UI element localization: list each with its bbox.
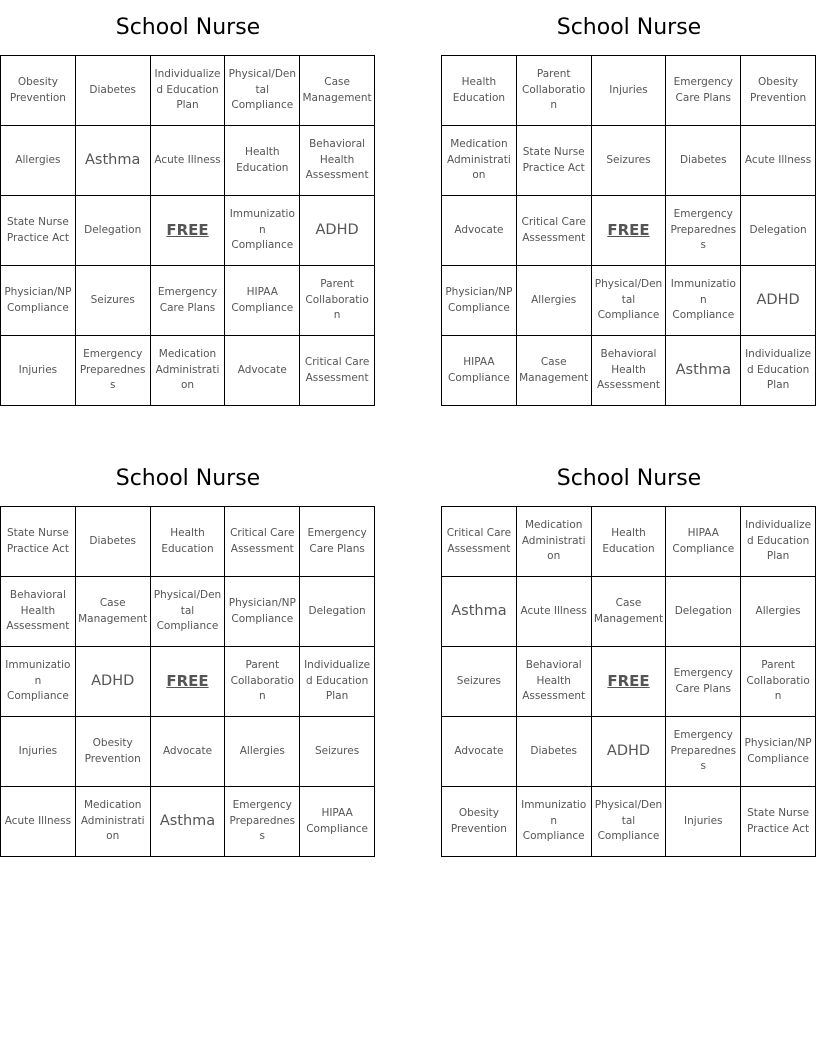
bingo-cell-label: Asthma (159, 812, 216, 829)
bingo-cell (741, 266, 816, 336)
bingo-cell (76, 577, 151, 647)
bingo-cell-label: Health Education (161, 527, 214, 555)
bingo-card-3 (0, 451, 376, 857)
bingo-cell-label: Advocate (162, 744, 213, 757)
bingo-cell-label: Medication Administration (80, 799, 145, 843)
bingo-cell-label: HIPAA Compliance (306, 807, 368, 835)
bingo-cell-label: Allergies (15, 153, 61, 166)
bingo-cell (517, 336, 592, 406)
bingo-cell (300, 196, 375, 266)
bingo-cell-label: Critical Care Assessment (521, 216, 586, 244)
bingo-cell-label: Advocate (237, 363, 287, 376)
bingo-cell (666, 336, 741, 406)
bingo-cell-label: FREE (607, 671, 650, 690)
free-space-cell (592, 196, 667, 266)
bingo-cell-label: Injuries (18, 363, 58, 376)
bingo-cell (442, 336, 517, 406)
free-space-cell (151, 196, 226, 266)
card-title: School Nurse (556, 15, 702, 40)
bingo-cell-label: Advocate (454, 223, 504, 236)
bingo-cell (517, 266, 592, 336)
bingo-cell (300, 507, 375, 577)
bingo-cell-label: Seizures (606, 153, 651, 166)
bingo-cell (666, 196, 741, 266)
bingo-grid (0, 55, 375, 406)
bingo-cell-label: Injuries (609, 83, 648, 96)
bingo-cell-label: Parent Collaboration (230, 659, 294, 703)
bingo-cell-label: Medication Administration (447, 138, 511, 182)
bingo-cell-label: Allergies (239, 744, 285, 757)
bingo-cell-label: Critical Care Assessment (304, 356, 370, 384)
bingo-cell-label: Seizures (314, 744, 360, 757)
bingo-cell (666, 507, 741, 577)
bingo-cell-label: Immunization Compliance (229, 208, 295, 252)
bingo-cell-label: State Nurse Practice Act (522, 146, 585, 174)
bingo-cell (151, 56, 226, 126)
bingo-cell-label: Emergency Care Plans (673, 76, 733, 104)
bingo-cell (225, 787, 300, 857)
bingo-cell (741, 507, 816, 577)
bingo-cell-label: Physical/Dental Compliance (153, 589, 222, 633)
bingo-grid (441, 55, 816, 406)
bingo-cell-label: Injuries (684, 814, 723, 827)
bingo-cell (592, 56, 667, 126)
bingo-grid (441, 506, 816, 857)
bingo-cell (666, 56, 741, 126)
bingo-cell (517, 717, 592, 787)
bingo-cell (517, 196, 592, 266)
bingo-cell-label: State Nurse Practice Act (747, 807, 810, 835)
bingo-cell (741, 196, 816, 266)
bingo-cell-label: Acute Illness (520, 604, 587, 617)
bingo-cell (1, 266, 76, 336)
bingo-cell (1, 717, 76, 787)
bingo-cell-label: Case Management (519, 356, 589, 384)
bingo-cell-label: Delegation (308, 604, 366, 617)
bingo-cell-label: Parent Collaboration (522, 68, 586, 112)
bingo-cell (225, 577, 300, 647)
bingo-cell (76, 56, 151, 126)
bingo-cell-label: Obesity Prevention (750, 76, 807, 104)
bingo-cell-label: State Nurse Practice Act (6, 216, 69, 244)
bingo-cell (1, 126, 76, 196)
bingo-cell-label: Emergency Preparedness (229, 799, 296, 843)
bingo-cell (151, 336, 226, 406)
bingo-cell-label: Critical Care Assessment (230, 527, 295, 555)
bingo-cell (517, 507, 592, 577)
bingo-cell (225, 266, 300, 336)
bingo-cell-label: Asthma (451, 602, 507, 619)
bingo-cell-label: Emergency Care Plans (673, 667, 733, 695)
bingo-cell (1, 507, 76, 577)
bingo-cell-label: HIPAA Compliance (672, 527, 735, 555)
bingo-cell (300, 266, 375, 336)
bingo-cell-label: Physician/NP Compliance (228, 597, 296, 625)
bingo-cell (76, 336, 151, 406)
bingo-cell (225, 336, 300, 406)
bingo-cell (300, 126, 375, 196)
bingo-cell (592, 126, 667, 196)
bingo-cell-label: Emergency Preparedness (670, 729, 737, 773)
bingo-cell (225, 717, 300, 787)
bingo-cell (300, 56, 375, 126)
bingo-cell (741, 787, 816, 857)
bingo-card-1 (0, 0, 376, 406)
bingo-cell-label: Emergency Care Plans (307, 527, 367, 555)
bingo-cell-label: Physician/NP Compliance (445, 286, 513, 314)
bingo-cell (517, 56, 592, 126)
bingo-cell (151, 717, 226, 787)
bingo-cell-label: FREE (166, 220, 209, 239)
bingo-cell (666, 126, 741, 196)
bingo-cell (442, 717, 517, 787)
bingo-cell-label: Medication Administration (155, 348, 220, 392)
bingo-cell-label: Individualized Education Plan (154, 68, 221, 112)
bingo-cell-label: Diabetes (89, 534, 136, 547)
bingo-cell-label: Health Education (452, 76, 506, 104)
bingo-cell (666, 647, 741, 717)
bingo-cell (1, 647, 76, 717)
card-title: School Nurse (556, 466, 702, 491)
bingo-cell-label: Individualized Education Plan (304, 659, 371, 703)
bingo-cell (517, 787, 592, 857)
bingo-cell (1, 787, 76, 857)
bingo-cell (76, 126, 151, 196)
bingo-cell-label: Case Management (78, 597, 148, 625)
card-title: School Nurse (115, 466, 261, 491)
bingo-cell (76, 507, 151, 577)
bingo-card-2 (441, 0, 816, 406)
bingo-cell (592, 266, 667, 336)
bingo-cell (741, 56, 816, 126)
bingo-cell-label: Acute Illness (4, 814, 72, 827)
bingo-cell-label: Critical Care Assessment (446, 527, 512, 555)
bingo-cell (225, 507, 300, 577)
bingo-cell (442, 56, 517, 126)
bingo-cell (592, 336, 667, 406)
bingo-cell (592, 717, 667, 787)
bingo-cell-label: ADHD (606, 742, 651, 759)
bingo-cell (225, 647, 300, 717)
bingo-cell-label: Seizures (90, 293, 135, 306)
bingo-cell-label: Obesity Prevention (9, 76, 66, 104)
bingo-cell (151, 577, 226, 647)
bingo-cell-label: ADHD (91, 672, 135, 689)
bingo-cell (225, 196, 300, 266)
bingo-cell-label: Allergies (531, 293, 577, 306)
bingo-cell-label: Behavioral Health Assessment (6, 589, 70, 633)
bingo-cell-label: Physical/Dental Compliance (594, 799, 663, 843)
bingo-cell (442, 507, 517, 577)
bingo-cell-label: Diabetes (679, 153, 727, 166)
bingo-cell (1, 196, 76, 266)
bingo-cell (300, 647, 375, 717)
bingo-cell-label: ADHD (756, 291, 800, 308)
bingo-cell-label: Acute Illness (744, 153, 812, 166)
bingo-cell-label: Allergies (755, 604, 801, 617)
bingo-cell (442, 126, 517, 196)
bingo-cell-label: HIPAA Compliance (231, 286, 294, 314)
bingo-cell (592, 577, 667, 647)
bingo-cell-label: Physician/NP Compliance (4, 286, 72, 314)
bingo-cell (76, 717, 151, 787)
bingo-cell-label: Behavioral Health Assessment (305, 138, 369, 182)
bingo-cell-label: ADHD (315, 221, 359, 238)
bingo-cell-label: Delegation (674, 604, 732, 617)
bingo-cell-label: Delegation (84, 223, 142, 236)
bingo-cell (517, 647, 592, 717)
bingo-cell (741, 717, 816, 787)
bingo-cell-label: Individualized Education Plan (745, 348, 812, 392)
free-space-cell (592, 647, 667, 717)
bingo-cell (741, 577, 816, 647)
bingo-cell (592, 787, 667, 857)
bingo-cell-label: Behavioral Health Assessment (522, 659, 586, 703)
free-space-cell (151, 647, 226, 717)
bingo-cell (76, 266, 151, 336)
bingo-cell-label: Physical/Dental Compliance (594, 278, 663, 322)
bingo-cell (741, 126, 816, 196)
bingo-cell-label: Acute Illness (154, 153, 221, 166)
bingo-cell (517, 577, 592, 647)
bingo-cell (225, 126, 300, 196)
bingo-cell-label: Parent Collaboration (305, 278, 369, 322)
bingo-cell (1, 577, 76, 647)
bingo-cell-label: Obesity Prevention (450, 807, 507, 835)
bingo-cell-label: Obesity Prevention (84, 737, 141, 765)
bingo-cell (76, 787, 151, 857)
bingo-cell (151, 507, 226, 577)
bingo-cell-label: Injuries (18, 744, 58, 757)
bingo-cell (442, 196, 517, 266)
bingo-cell (151, 126, 226, 196)
bingo-cell (300, 577, 375, 647)
bingo-cell (442, 787, 517, 857)
bingo-grid (0, 506, 375, 857)
bingo-cell-label: Seizures (456, 674, 502, 687)
bingo-cell (592, 507, 667, 577)
bingo-cell-label: Emergency Preparedness (79, 348, 146, 392)
bingo-cell-label: Case Management (593, 597, 664, 625)
bingo-cell-label: Behavioral Health Assessment (596, 348, 660, 392)
bingo-cell-label: Case Management (302, 76, 372, 104)
bingo-cell-label: Delegation (749, 223, 807, 236)
bingo-cell (151, 266, 226, 336)
bingo-cell (741, 647, 816, 717)
bingo-cell (300, 787, 375, 857)
bingo-cell-label: Diabetes (530, 744, 577, 757)
bingo-cell-label: Diabetes (89, 83, 136, 96)
bingo-cell (1, 336, 76, 406)
bingo-card-4 (441, 451, 816, 857)
bingo-cell-label: Immunization Compliance (5, 659, 71, 703)
bingo-cell-label: Immunization Compliance (521, 799, 587, 843)
bingo-cell-label: Physical/Dental Compliance (228, 68, 297, 112)
bingo-cell (741, 336, 816, 406)
bingo-cell-label: FREE (166, 671, 209, 690)
bingo-cell-label: Parent Collaboration (746, 659, 810, 703)
bingo-cell-label: Health Education (602, 527, 655, 555)
bingo-cell-label: Emergency Care Plans (157, 286, 218, 314)
bingo-cell-label: FREE (607, 220, 650, 239)
bingo-cell (300, 336, 375, 406)
bingo-cell (442, 266, 517, 336)
bingo-cell-label: Health Education (236, 146, 289, 174)
bingo-cell-label: Immunization Compliance (670, 278, 736, 322)
bingo-cell (442, 647, 517, 717)
bingo-cell (76, 647, 151, 717)
bingo-cell-label: HIPAA Compliance (447, 356, 510, 384)
bingo-cell (300, 717, 375, 787)
bingo-cell (151, 787, 226, 857)
bingo-cell (666, 266, 741, 336)
bingo-cell-label: Asthma (85, 151, 141, 168)
bingo-cell-label: Medication Administration (521, 519, 586, 563)
bingo-cell-label: State Nurse Practice Act (6, 527, 69, 555)
bingo-cell-label: Physician/NP Compliance (744, 737, 812, 765)
bingo-cell-label: Asthma (675, 361, 731, 378)
bingo-cell (666, 717, 741, 787)
bingo-cell (442, 577, 517, 647)
bingo-cell (1, 56, 76, 126)
bingo-cell (517, 126, 592, 196)
bingo-cell (76, 196, 151, 266)
card-title: School Nurse (115, 15, 261, 40)
bingo-cell (666, 787, 741, 857)
bingo-cell-label: Individualized Education Plan (745, 519, 812, 563)
bingo-cell-label: Advocate (454, 744, 504, 757)
bingo-cell (225, 56, 300, 126)
bingo-cell (666, 577, 741, 647)
bingo-cell-label: Emergency Preparedness (670, 208, 737, 252)
